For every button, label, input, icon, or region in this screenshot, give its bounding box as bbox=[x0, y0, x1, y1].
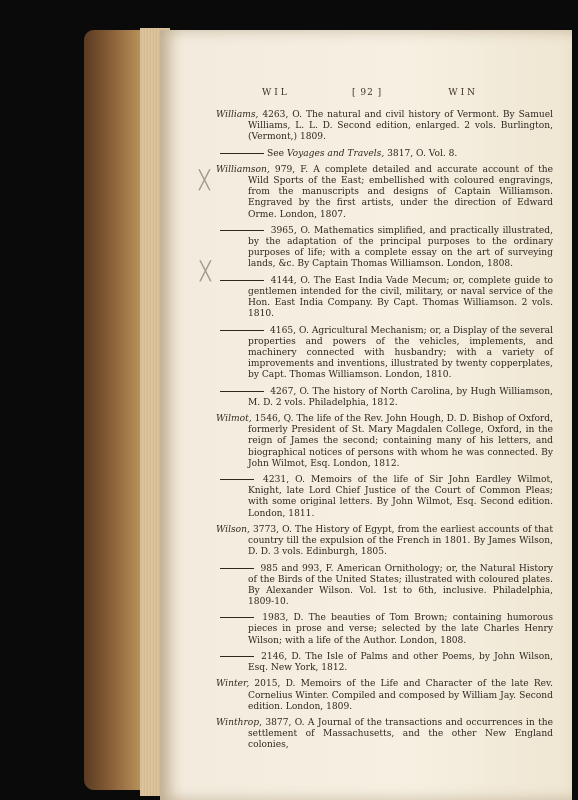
ditto-rule bbox=[220, 568, 254, 569]
header-left: WIL bbox=[262, 88, 290, 98]
ditto-rule bbox=[220, 656, 254, 657]
entry-headword: Winter, bbox=[216, 679, 250, 690]
entry-headword: Wilson, bbox=[216, 524, 250, 535]
catalogue-entry bbox=[216, 564, 553, 609]
catalogue-entry bbox=[216, 226, 553, 271]
ditto-rule bbox=[220, 330, 264, 331]
entry-text: 1983, D. The beauties of Tom Brown; containing humorous pieces in prose and verse; selected by the late Charles Henry Wilson; with a life of the Author. London, 1808. bbox=[248, 613, 553, 646]
entry-text: 4165, O. Agricultural Mechanism; or, a Display of the several properties and powers of the vehicles, implements, and machinery connected with husbandry; with a variety of improvements and inventions, illustrated by twenty copperplates, by Capt. Thomas Williamson. London, 1810. bbox=[248, 325, 553, 381]
entry-headword: Wilmot, bbox=[216, 414, 252, 425]
entry-headword: Williamson, bbox=[216, 165, 270, 175]
ditto-rule bbox=[220, 230, 264, 231]
page-number: [ 92 ] bbox=[352, 88, 383, 98]
entry-text: 4267, O. The history of North Carolina, by Hugh Williamson, M. D. 2 vols. Philadelphia, 1812. bbox=[248, 386, 553, 408]
entry-text: 3773, O. The History of Egypt, from the earliest accounts of that country till the expulsion of the French in 1801. By James Wilson, D. D. 3 vols. Edinburgh, 1805. bbox=[248, 524, 553, 558]
entry-text: 3965, O. Mathematics simplified, and practically illustrated, by the adaptation of the principal purposes to the ordinary purposes of life; with a complete essay on the art of surveying lands, &c. By Captain Thomas Williamson. London, 1808. bbox=[248, 225, 553, 270]
pencil-x-mark-2: ╳ bbox=[200, 261, 211, 282]
catalogue-entry bbox=[216, 525, 553, 558]
entry-text: 3817, O. Vol. 8. bbox=[384, 148, 458, 159]
catalogue-entry bbox=[216, 679, 553, 712]
entry-text: 4263, O. The natural and civil history of Vermont. By Samuel Williams, L. L. D. Second edition, enlarged. 2 vols. Burlington, (Vermont,) 1809. bbox=[248, 110, 553, 143]
ditto-rule bbox=[220, 391, 264, 392]
entry-text: 979, F. A complete detailed and accurate account of the Wild Sports of the East; embellished with coloured engravings, from the manuscripts and designs of Captain Williamson. Engraved by the first artists, under the direction of Edward Orme. London, 1807. bbox=[248, 165, 553, 220]
entry-text: 4144, O. The East India Vade Mecum; or, complete guide to gentlemen intended for the civil, military, or naval service of the Hon. East India Company. By Capt. Thomas Williamson. 2 vols. 1810. bbox=[248, 275, 553, 320]
entry-text: 3877, O. A Journal of the transactions and occurrences in the settlement of Massachusetts, and the other New England colonies, bbox=[248, 718, 553, 751]
entry-text: 1546, Q. The life of the Rev. John Hough, D. D. Bishop of Oxford, formerly President of St. Mary Magdalen College, Oxford, in the reign of James the second; containing many of his letters, and biographical notices of persons with whom he was connected. By John Wilmot, Esq. London, 1812. bbox=[248, 414, 553, 469]
entry-headword: Williams, bbox=[216, 110, 259, 120]
entry-headword: Winthrop, bbox=[216, 718, 262, 729]
entry-text: 985 and 993, F. American Ornithology; or, the Natural History of the Birds of the United States; illustrated with coloured plates. By Alexander Wilson. Vol. 1st to 6th, inclusive. Philadelphia, 1809-10. bbox=[248, 563, 553, 607]
catalogue-entry bbox=[216, 387, 553, 409]
entry-prefix: See bbox=[267, 148, 287, 159]
entry-reference: Voyages and Travels, bbox=[286, 148, 385, 159]
catalogue-entry bbox=[216, 165, 553, 221]
entry-text: 4231, O. Memoirs of the life of Sir John Eardley Wilmot, Knight, late Lord Chief Justice of the Court of Common Pleas; with some original letters. By John Wilmot, Esq. Second edition. London, 1811. bbox=[248, 475, 553, 519]
catalogue-entry bbox=[216, 718, 553, 751]
ditto-rule bbox=[220, 280, 264, 281]
ditto-rule bbox=[220, 479, 254, 480]
catalogue-entry bbox=[216, 326, 553, 382]
catalogue-entry bbox=[216, 652, 553, 674]
ditto-rule bbox=[220, 617, 254, 618]
running-header bbox=[262, 88, 478, 102]
catalogue-entry bbox=[216, 276, 553, 321]
catalogue-text bbox=[216, 110, 553, 757]
catalogue-entry bbox=[216, 613, 553, 646]
entry-text: 2146, D. The Isle of Palms and other Poems, by John Wilson, Esq. New York, 1812. bbox=[248, 651, 553, 674]
catalogue-entry bbox=[216, 414, 553, 470]
pencil-x-mark-1: ╳ bbox=[199, 170, 210, 191]
ditto-rule bbox=[220, 153, 264, 154]
catalogue-entry bbox=[216, 475, 553, 520]
header-right: WIN bbox=[448, 88, 478, 98]
catalogue-entry bbox=[216, 110, 553, 143]
entry-text: 2015, D. Memoirs of the Life and Character of the late Rev. Cornelius Winter. Compiled and composed by William Jay. Second edition. London, 1809. bbox=[248, 679, 553, 712]
catalogue-entry bbox=[216, 149, 553, 160]
